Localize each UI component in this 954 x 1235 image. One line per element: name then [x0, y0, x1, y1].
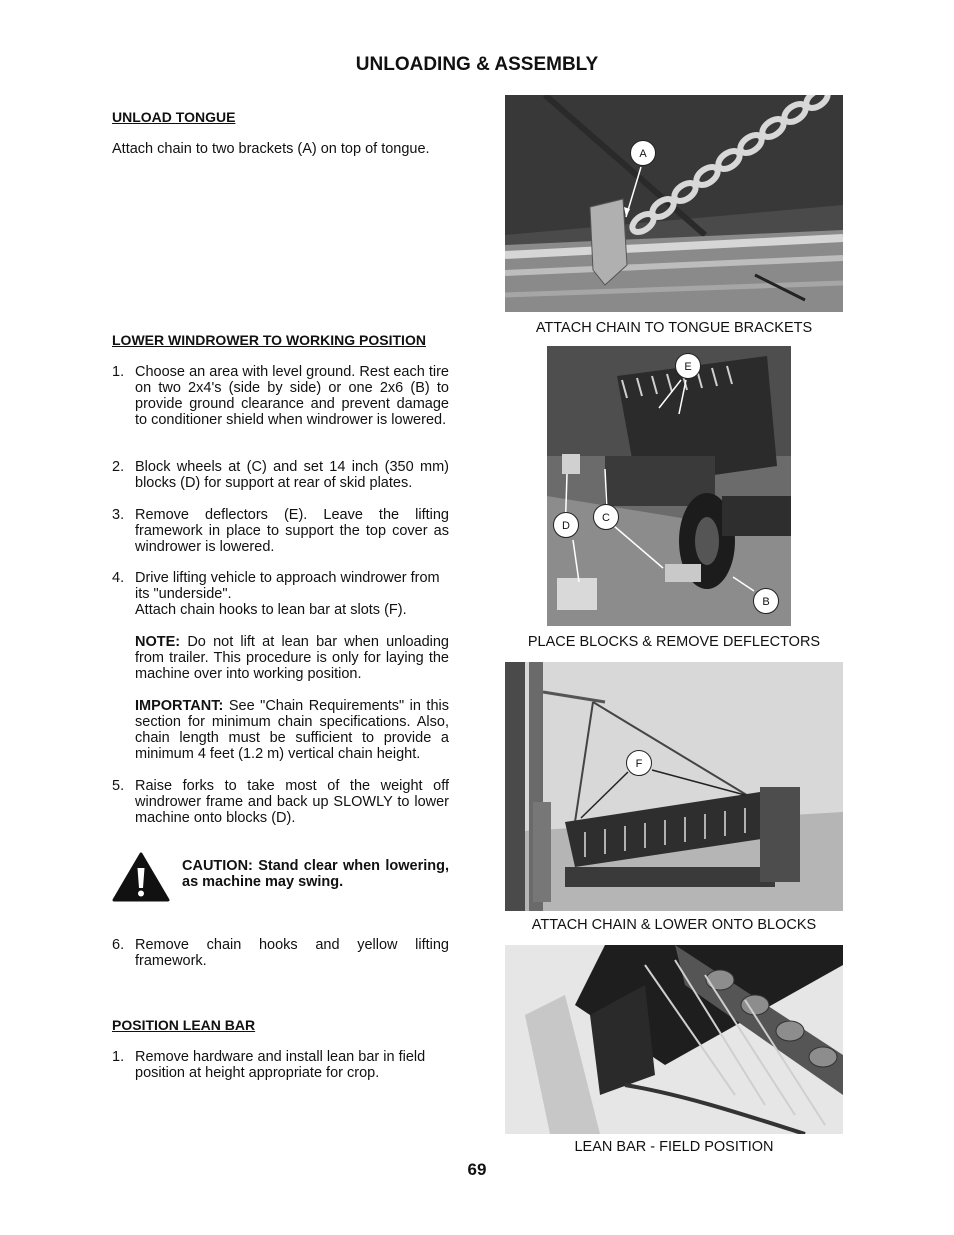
- step-number: 1.: [112, 364, 125, 380]
- caution-text: CAUTION: Stand clear when lowering, as machine may swing.: [182, 858, 449, 890]
- note-label: NOTE:: [135, 634, 181, 650]
- page-number: 69: [467, 1160, 487, 1179]
- step-item: [112, 1049, 449, 1081]
- figure-caption: PLACE BLOCKS & REMOVE DEFLECTORS: [527, 634, 821, 650]
- photo-lean-bar: [505, 945, 843, 1134]
- step-number: 5.: [112, 778, 125, 794]
- important-label: IMPORTANT:: [135, 698, 224, 714]
- step-text: Choose an area with level ground. Rest each tire on two 2x4's (side by side) or one 2x6 (B) to provide ground clearance and prevent damage to conditioner shield when windrower is lowered.: [135, 364, 449, 428]
- callout-d: D: [553, 512, 579, 538]
- step-item: [112, 459, 449, 491]
- step-number: 6.: [112, 937, 125, 953]
- step-text: Remove chain hooks and yellow lifting framework.: [135, 937, 449, 969]
- step-text: Remove hardware and install lean bar in field position at height appropriate for crop.: [135, 1049, 426, 1081]
- photo-tongue-brackets: [505, 95, 843, 312]
- step-number: 1.: [112, 1049, 125, 1065]
- photo-chain-lower: [505, 662, 843, 911]
- step-text-continued: Attach chain hooks to lean bar at slots (F).: [135, 602, 407, 618]
- step-text: Block wheels at (C) and set 14 inch (350 mm) blocks (D) for support at rear of skid plates.: [135, 459, 449, 491]
- step-number: 4.: [112, 570, 125, 586]
- step-number: 3.: [112, 507, 125, 523]
- callout-a: A: [630, 140, 656, 166]
- figure-caption: ATTACH CHAIN & LOWER ONTO BLOCKS: [531, 917, 817, 933]
- step-number: 2.: [112, 459, 125, 475]
- page-title: UNLOADING & ASSEMBLY: [355, 54, 599, 75]
- note-text: Do not lift at lean bar when unloading from trailer. This procedure is only for laying the machine over into working position.: [135, 634, 449, 682]
- important-text: See "Chain Requirements" in this section for minimum chain specifications. Also, chain length must be sufficient to provide a minimum 4 feet (1.2 m) vertical chain height.: [135, 698, 449, 762]
- step-item: [112, 937, 449, 969]
- callout-b: B: [753, 588, 779, 614]
- step-text: Drive lifting vehicle to approach windrower from its "underside".: [135, 570, 440, 602]
- figure-caption: ATTACH CHAIN TO TONGUE BRACKETS: [535, 320, 813, 336]
- section-heading-position-lean-bar: POSITION LEAN BAR: [112, 1017, 256, 1033]
- step-item: [112, 570, 449, 762]
- step-text: Raise forks to take most of the weight off windrower frame and back up SLOWLY to lower machine onto blocks (D).: [135, 778, 449, 826]
- warning-triangle-icon: [112, 852, 170, 902]
- callout-e: E: [675, 353, 701, 379]
- callout-f: F: [626, 750, 652, 776]
- figure-caption: LEAN BAR - FIELD POSITION: [574, 1139, 774, 1155]
- step-text: Remove deflectors (E). Leave the lifting framework in place to support the top cover as windrower is lowered.: [135, 507, 449, 555]
- step-item: [112, 778, 449, 826]
- photo-blocks-deflectors: [547, 346, 791, 626]
- callout-c: C: [593, 504, 619, 530]
- step-item: [112, 364, 449, 428]
- caution-box: [112, 852, 449, 904]
- section-heading-unload-tongue: UNLOAD TONGUE: [112, 109, 236, 125]
- section-heading-lower-windrower: LOWER WINDROWER TO WORKING POSITION: [112, 332, 426, 348]
- step-item: [112, 507, 449, 555]
- unload-tongue-text: Attach chain to two brackets (A) on top of tongue.: [112, 141, 430, 157]
